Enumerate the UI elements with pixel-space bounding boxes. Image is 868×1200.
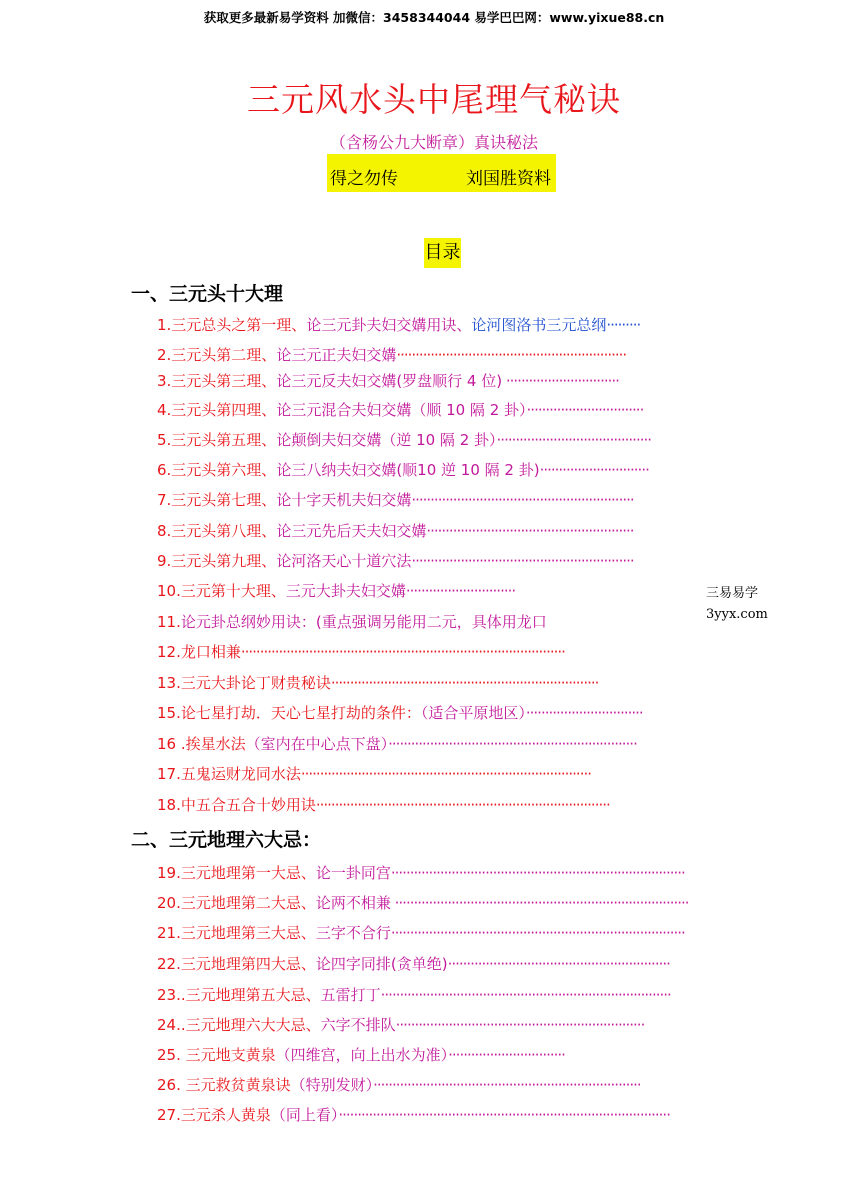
- toc-entry-label: 13.三元大卦论丁财贵秘诀: [157, 674, 331, 692]
- toc-entry-topic: （四维宫，向上出水为准）: [275, 1046, 449, 1064]
- toc-entry-topic: （特别发财）: [290, 1076, 374, 1094]
- toc-entry: [157, 1104, 670, 1125]
- page-subtitle: （含杨公九大断章）真诀秘法: [329, 133, 538, 152]
- toc-entry: [157, 429, 651, 450]
- toc-entry-label: 9.三元头第九理、: [157, 552, 277, 570]
- toc-entry: [157, 344, 626, 365]
- toc-entry-topic: 论三元反夫妇交媾(罗盘顺行 4 位): [276, 372, 503, 390]
- toc-entry-topic: （适合平原地区）: [420, 704, 526, 722]
- toc-entry-label: 23..三元地理第五大忌、: [157, 986, 321, 1004]
- toc-leader-dots: ······················································································: [240, 643, 565, 661]
- toc-leader-dots: ·········································: [496, 431, 652, 449]
- toc-entry-topic: 论三八纳夫妇交媾(顺10 逆 10 隔 2 卦): [276, 461, 540, 479]
- toc-entry-topic: 论河洛天心十道穴法: [276, 552, 412, 570]
- toc-entry: [157, 892, 689, 913]
- toc-entry: [157, 953, 670, 974]
- toc-leader-dots: ······························: [502, 372, 619, 390]
- toc-entry: [157, 733, 637, 754]
- toc-entry-label: 27.三元杀人黄泉: [157, 1106, 271, 1124]
- toc-leader-dots: ··································································: [395, 1016, 645, 1034]
- toc-entry-topic: 论三元混合夫妇交媾（顺 10 隔 2 卦）: [276, 401, 527, 419]
- toc-entry-label: 26. 三元救贫黄泉诀: [157, 1076, 291, 1094]
- toc-entry-topic: 论两不相兼: [315, 894, 391, 912]
- toc-leader-dots: ·······························: [448, 1046, 565, 1064]
- toc-entry-label: 18.中五合五合十妙用诀: [157, 796, 316, 814]
- toc-entry: [157, 763, 591, 784]
- toc-entry: [157, 399, 643, 420]
- page-title: 三元风水头中尾理气秘诀: [247, 80, 621, 119]
- toc-entry: [157, 984, 671, 1005]
- section-heading-2: 二、三元地理六大忌：: [131, 829, 322, 851]
- toc-entry-label: 21.三元地理第三大忌、: [157, 924, 316, 942]
- section-heading-1: 一、三元头十大理: [131, 283, 284, 305]
- toc-entry-topic: 五雷打丁: [320, 986, 381, 1004]
- watermark: [706, 583, 768, 625]
- toc-entry-topic: 论元卦总纲妙用诀：(重点强调另能用二元，具体用龙口: [180, 613, 547, 631]
- toc-entry-label: 15.论七星打劫．天心七星打劫的条件：: [157, 704, 421, 722]
- toc-entry: [157, 702, 643, 723]
- toc-entry-label: 19.三元地理第一大忌、: [157, 864, 316, 882]
- toc-entry-topic: 论一卦同宫: [315, 864, 391, 882]
- toc-entry-label: 17.五鬼运财龙同水法: [157, 765, 301, 783]
- toc-entry-label: 22.三元地理第四大忌、: [157, 955, 316, 973]
- toc-leader-dots: ···························································: [411, 552, 634, 570]
- toc-entry: [157, 794, 610, 815]
- toc-entry: [157, 611, 547, 632]
- toc-entry: [157, 370, 619, 391]
- toc-entry-topic: 三元大卦夫妇交媾: [285, 582, 406, 600]
- toc-entry-topic: 论四字同排(贪单绝): [315, 955, 448, 973]
- toc-leader-dots: ··············································································: [390, 864, 685, 882]
- toc-entry-topic: 三字不合行: [315, 924, 391, 942]
- toc-entry-label: 11.: [157, 613, 181, 631]
- toc-leader-dots: ··············································································: [390, 924, 685, 942]
- toc-entry-label: 5.三元头第五理、: [157, 431, 277, 449]
- toc-leader-dots: ·····························: [539, 461, 649, 479]
- toc-leader-dots: ··············································································: [315, 796, 610, 814]
- toc-entry: [157, 550, 634, 571]
- toc-entry: [157, 489, 634, 510]
- toc-leader-dots: ·····························································: [396, 346, 627, 364]
- toc-entry-topic: 论三元卦夫妇交媾用诀、: [306, 316, 472, 334]
- toc-entry-topic: （室内在中心点下盘）: [245, 735, 389, 753]
- toc-entry-label: 3.三元头第三理、: [157, 372, 277, 390]
- toc-entry: [157, 459, 649, 480]
- toc-entry-label: 8.三元头第八理、: [157, 522, 277, 540]
- highlight-banner: [327, 154, 556, 192]
- toc-leader-dots: ·············································································: [380, 986, 671, 1004]
- toc-entry: [157, 672, 598, 693]
- toc-entry-topic: （同上看）: [270, 1106, 339, 1124]
- toc-entry-label: 12.龙口相兼: [157, 643, 241, 661]
- toc-leader-dots: ·····························: [405, 582, 516, 600]
- watermark-line-2: 3yyx.com: [706, 607, 768, 622]
- toc-entry-topic: 论十字天机夫妇交媾: [276, 491, 412, 509]
- toc-leader-dots: ·······································································: [373, 1076, 641, 1094]
- toc-entry: [157, 1074, 641, 1095]
- toc-leader-dots: ·······································································: [330, 674, 599, 692]
- toc-leader-dots: ·········: [606, 316, 641, 334]
- highlight-right-text: 刘国胜资料: [466, 169, 551, 189]
- watermark-line-1: 三易易学: [706, 586, 759, 601]
- toc-entry-label: 16 .挨星水法: [157, 735, 246, 753]
- toc-entry: [157, 641, 565, 662]
- toc-entry-label: 25. 三元地支黄泉: [157, 1046, 276, 1064]
- toc-leader-dots: ························································································: [338, 1106, 670, 1124]
- toc-entry: [157, 314, 640, 335]
- toc-leader-dots: ···························································: [411, 491, 634, 509]
- toc-entry-label: 1.三元总头之第一理、: [157, 316, 307, 334]
- toc-entry-label: 4.三元头第四理、: [157, 401, 277, 419]
- toc-entry: [157, 1014, 644, 1035]
- toc-entry: [157, 922, 685, 943]
- toc-entry-topic: 六字不排队: [320, 1016, 396, 1034]
- toc-leader-dots: ·············································································: [300, 765, 592, 783]
- toc-leader-dots: ···························································: [447, 955, 670, 973]
- toc-leader-dots: ·······························: [526, 401, 644, 419]
- toc-entry: [157, 862, 685, 883]
- toc-leader-dots: ·······················································: [426, 522, 634, 540]
- toc-entry-extra: 论河图洛书三元总纲: [471, 316, 607, 334]
- toc-entry: [157, 1044, 565, 1065]
- toc-entry: [157, 520, 634, 541]
- toc-entry-label: 10.三元第十大理、: [157, 582, 286, 600]
- toc-entry-label: 2.三元头第二理、: [157, 346, 277, 364]
- toc-entry-topic: 论颠倒夫妇交媾（逆 10 隔 2 卦）: [276, 431, 497, 449]
- toc-entry-label: 20.三元地理第二大忌、: [157, 894, 316, 912]
- toc-entry: [157, 580, 515, 601]
- highlight-left-text: 得之勿传: [330, 169, 398, 189]
- toc-entry-label: 24..三元地理六大大忌、: [157, 1016, 321, 1034]
- toc-entry-topic: 论三元正夫妇交媾: [276, 346, 397, 364]
- toc-leader-dots: ··············································································: [390, 894, 689, 912]
- toc-leader-dots: ··································································: [388, 735, 637, 753]
- top-banner: 获取更多最新易学资料 加微信：3458344044 易学巴巴网：www.yixue88.cn: [203, 10, 665, 25]
- toc-entry-topic: 论三元先后天夫妇交媾: [276, 522, 427, 540]
- toc-entry-label: 6.三元头第六理、: [157, 461, 277, 479]
- toc-entry-label: 7.三元头第七理、: [157, 491, 277, 509]
- toc-leader-dots: ·······························: [525, 704, 643, 722]
- toc-heading: 目录: [424, 238, 461, 268]
